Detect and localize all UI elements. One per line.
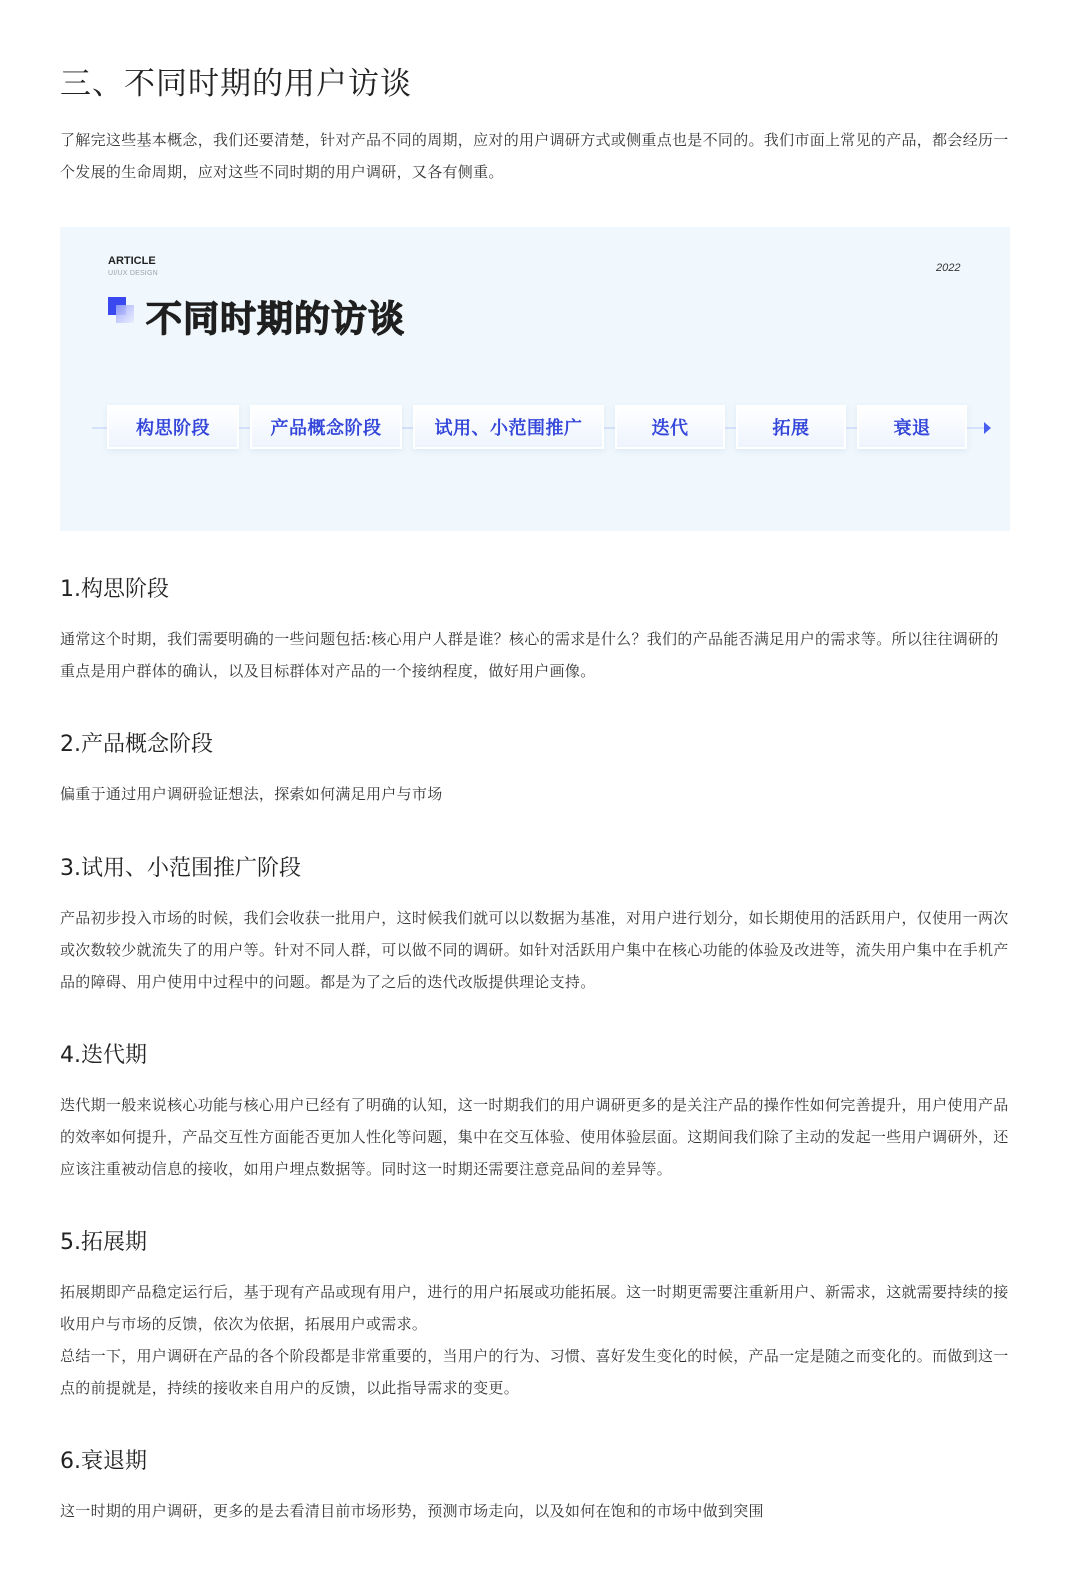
section-paragraph: 这一时期的用户调研，更多的是去看清目前市场形势，预测市场走向，以及如何在饱和的市场中做到突围 — [60, 1502, 764, 1520]
stacked-squares-icon — [108, 297, 136, 325]
banner-label: ARTICLE — [108, 255, 156, 267]
arrow-right-icon — [984, 422, 991, 434]
section-paragraph: 迭代期一般来说核心功能与核心用户已经有了明确的认知，这一时期我们的用户调研更多的是关注产品的操作性如何完善提升，用户使用产品的效率如何提升，产品交互性方面能否更加人性化等问题，集中在交互体验、使用体验层面。这期间我们除了主动的发起一些用户调研外，还应该注重被动信息的接收，如用户埋点数据等。同时这一时期还需要注意竞品间的差异等。 — [60, 1096, 1009, 1178]
stage-pill-concept: 产品概念阶段 — [250, 405, 402, 449]
section-paragraph: 偏重于通过用户调研验证想法，探索如何满足用户与市场 — [60, 785, 443, 803]
intro-paragraph: 了解完这些基本概念，我们还要清楚，针对产品不同的周期，应对的用户调研方式或侧重点也是不同的。我们市面上常见的产品，都会经历一个发展的生命周期，应对这些不同时期的用户调研，又各有侧重。 — [60, 131, 1009, 181]
section-paragraph: 拓展期即产品稳定运行后，基于现有产品或现有用户，进行的用户拓展或功能拓展。这一时期更需要注重新用户、新需求，这就需要持续的接收用户与市场的反馈，依次为依据，拓展用户或需求。 — [60, 1283, 1009, 1333]
page-title: 三、不同时期的用户访谈 — [60, 66, 412, 102]
section-paragraph: 总结一下，用户调研在产品的各个阶段都是非常重要的，当用户的行为、习惯、喜好发生变化的时候，产品一定是随之而变化的。而做到这一点的前提就是，持续的接收来自用户的反馈，以此指导需求的变更。 — [60, 1347, 1009, 1397]
section-title-trial: 3.试用、小范围推广阶段 — [60, 856, 301, 881]
banner-year: 2022 — [936, 262, 961, 274]
section-title-expansion: 5.拓展期 — [60, 1230, 147, 1255]
stage-pill-ideation: 构思阶段 — [107, 405, 239, 449]
stage-pill-iteration: 迭代 — [615, 405, 725, 449]
banner-title: 不同时期的访谈 — [146, 299, 406, 340]
stage-timeline — [92, 405, 997, 451]
banner-sublabel: UI/UX DESIGN — [108, 270, 158, 277]
section-paragraph: 通常这个时期，我们需要明确的一些问题包括:核心用户人群是谁？核心的需求是什么？我们的产品能否满足用户的需求等。所以往往调研的重点是用户群体的确认，以及目标群体对产品的一个接纳程度，做好用户画像。 — [60, 630, 999, 680]
stage-pill-expansion: 拓展 — [736, 405, 846, 449]
stage-pill-decline: 衰退 — [857, 405, 967, 449]
section-title-decline: 6.衰退期 — [60, 1449, 147, 1474]
section-title-ideation: 1.构思阶段 — [60, 577, 169, 602]
section-paragraph: 产品初步投入市场的时候，我们会收获一批用户，这时候我们就可以以数据为基准，对用户进行划分，如长期使用的活跃用户，仅使用一两次或次数较少就流失了的用户等。针对不同人群，可以做不同的调研。如针对活跃用户集中在核心功能的体验及改进等，流失用户集中在手机产品的障碍、用户使用中过程中的问题。都是为了之后的迭代改版提供理论支持。 — [60, 909, 1009, 991]
stage-pill-trial: 试用、小范围推广 — [413, 405, 604, 449]
section-title-iteration: 4.迭代期 — [60, 1043, 147, 1068]
article-banner — [60, 227, 1010, 531]
section-title-concept: 2.产品概念阶段 — [60, 732, 213, 757]
